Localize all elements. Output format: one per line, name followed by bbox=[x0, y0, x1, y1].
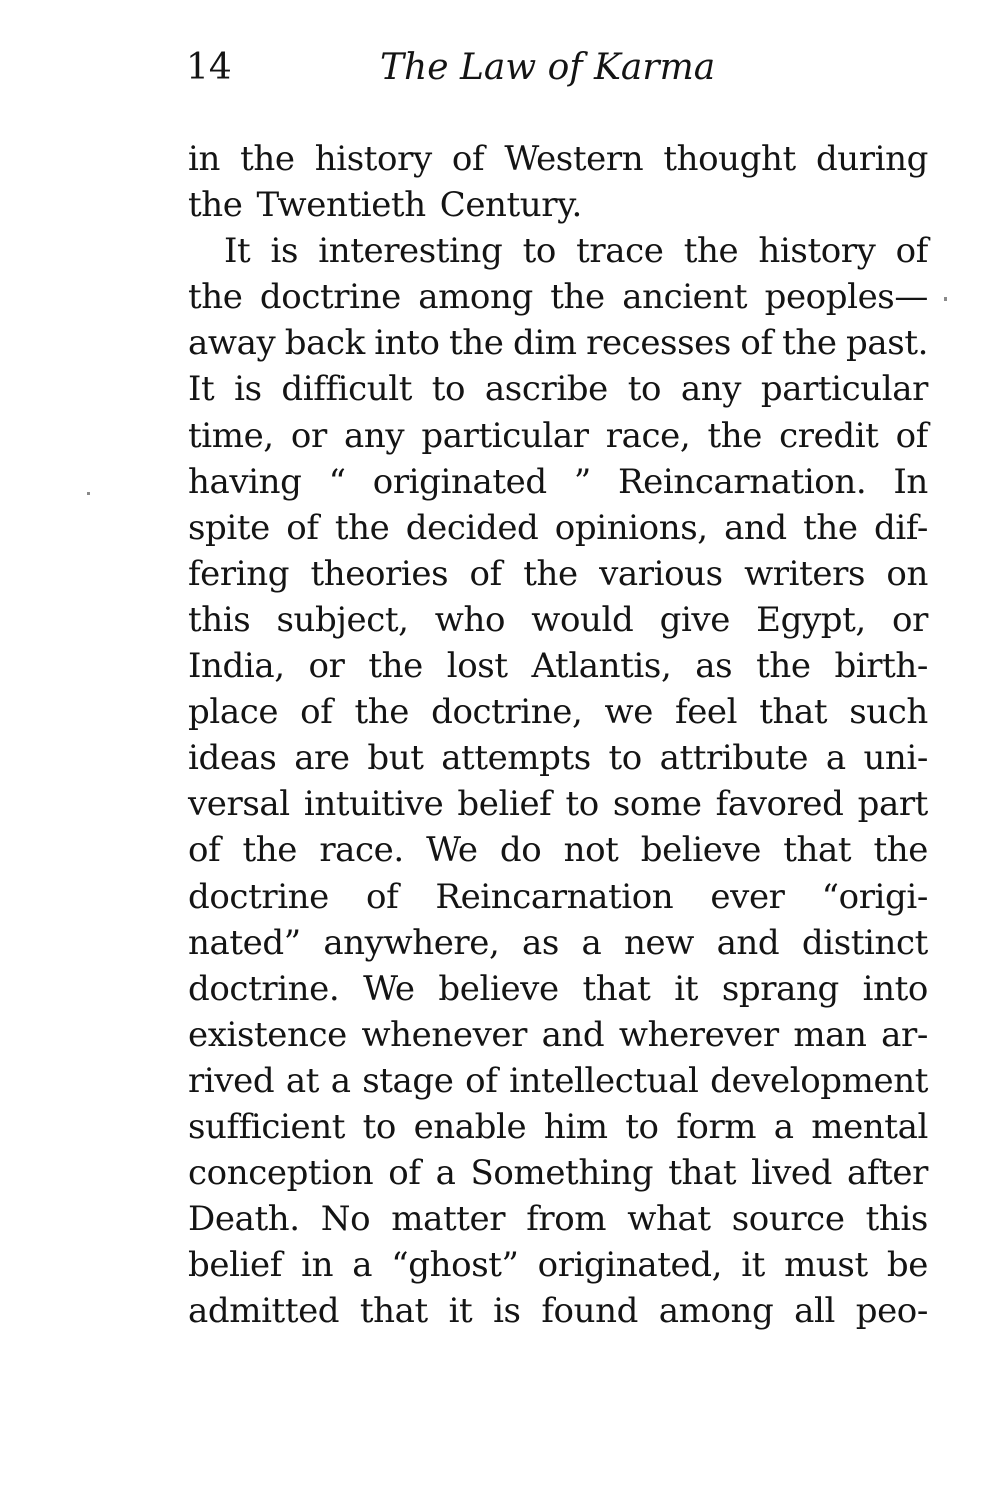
word: originated, bbox=[537, 1245, 723, 1286]
text-line bbox=[188, 505, 928, 551]
word: birth- bbox=[834, 646, 928, 687]
word: back bbox=[284, 323, 365, 364]
word: various bbox=[599, 553, 723, 594]
word: history bbox=[758, 231, 876, 272]
word: found bbox=[541, 1291, 638, 1332]
word: past. bbox=[846, 323, 928, 364]
word: in bbox=[301, 1245, 334, 1286]
word: rived bbox=[188, 1060, 275, 1101]
word: fering bbox=[188, 553, 290, 594]
word: among bbox=[658, 1291, 774, 1332]
word: this bbox=[188, 599, 251, 640]
word: to bbox=[608, 738, 642, 779]
word: the bbox=[354, 692, 410, 733]
word: any bbox=[680, 369, 742, 410]
word: place bbox=[188, 692, 279, 733]
word: after bbox=[847, 1153, 928, 1194]
word: a bbox=[330, 1060, 351, 1101]
word: matter bbox=[391, 1199, 506, 1240]
running-title: The Law of Karma bbox=[380, 47, 716, 88]
word: who bbox=[434, 599, 506, 640]
word: to bbox=[565, 784, 599, 825]
word: the bbox=[683, 231, 739, 272]
word: or bbox=[290, 415, 327, 456]
word: wherever bbox=[618, 1014, 779, 1055]
word: conception bbox=[188, 1153, 374, 1194]
word: or bbox=[892, 599, 928, 640]
word: ever bbox=[710, 876, 785, 917]
text-line bbox=[188, 228, 928, 274]
word: spite bbox=[188, 507, 270, 548]
text-line bbox=[188, 920, 928, 966]
word: it bbox=[448, 1291, 473, 1332]
word: uni- bbox=[863, 738, 928, 779]
word: anywhere, bbox=[323, 922, 500, 963]
word: the bbox=[707, 415, 762, 456]
word: Death. bbox=[188, 1199, 300, 1240]
word: that bbox=[582, 968, 651, 1009]
text-line bbox=[188, 1288, 928, 1334]
word: dim bbox=[512, 323, 577, 364]
word: “origi- bbox=[821, 876, 928, 917]
word: We bbox=[363, 968, 415, 1009]
word: doctrine. bbox=[188, 968, 340, 1009]
word: among bbox=[418, 277, 533, 318]
word: of bbox=[451, 139, 485, 179]
word: Egypt, bbox=[756, 599, 866, 640]
word: ancient bbox=[622, 277, 748, 318]
word: to bbox=[362, 1106, 396, 1147]
word: new bbox=[624, 922, 694, 963]
word: dif- bbox=[874, 507, 928, 548]
word: the bbox=[334, 507, 390, 548]
word: of bbox=[465, 1060, 498, 1101]
word: mental bbox=[811, 1106, 928, 1147]
word: on bbox=[886, 553, 928, 594]
word: is bbox=[270, 231, 299, 272]
word: existence bbox=[188, 1014, 347, 1055]
word: to bbox=[625, 1106, 659, 1147]
word: what bbox=[627, 1199, 711, 1240]
text-line bbox=[188, 874, 928, 920]
word: Reincarnation bbox=[435, 876, 674, 917]
word: attribute bbox=[659, 738, 809, 779]
word: sprang bbox=[721, 968, 839, 1009]
word: ascribe bbox=[484, 369, 608, 410]
word: opinions, bbox=[554, 507, 708, 548]
word: doctrine bbox=[188, 876, 329, 917]
word: peo- bbox=[855, 1291, 928, 1332]
word: source bbox=[731, 1199, 845, 1240]
word: as bbox=[695, 646, 733, 687]
text-line bbox=[188, 597, 928, 643]
word: him bbox=[543, 1106, 608, 1147]
word: In bbox=[893, 461, 928, 502]
word: but bbox=[367, 738, 424, 779]
word: intuitive bbox=[303, 784, 444, 825]
word: lived bbox=[751, 1153, 832, 1194]
word: the bbox=[550, 277, 605, 318]
word: the bbox=[756, 646, 811, 687]
word: as bbox=[522, 922, 559, 963]
word: Something bbox=[470, 1153, 654, 1194]
text-line bbox=[188, 366, 928, 412]
word: a bbox=[581, 922, 602, 963]
word: doctrine bbox=[259, 277, 401, 318]
word: attempts bbox=[441, 738, 591, 779]
word: “ bbox=[328, 461, 346, 502]
word: are bbox=[294, 738, 350, 779]
word: Reincarnation. bbox=[617, 461, 867, 502]
text-line bbox=[188, 1012, 928, 1058]
word: the bbox=[782, 323, 837, 364]
word: theories bbox=[310, 553, 449, 594]
text-line bbox=[188, 1196, 928, 1242]
word: be bbox=[886, 1245, 928, 1286]
word: of bbox=[740, 323, 773, 364]
word: into bbox=[862, 968, 928, 1009]
word: the bbox=[188, 185, 243, 226]
word: versal bbox=[188, 784, 290, 825]
word: sufficient bbox=[188, 1106, 345, 1147]
scan-speck bbox=[944, 297, 947, 301]
word: that bbox=[359, 1291, 428, 1332]
word: part bbox=[857, 784, 928, 825]
word: and bbox=[541, 1014, 605, 1055]
word: and bbox=[716, 922, 780, 963]
word: to bbox=[431, 369, 466, 410]
word: particular bbox=[421, 415, 589, 456]
word: to bbox=[627, 369, 662, 410]
word: give bbox=[659, 599, 730, 640]
text-line bbox=[188, 1058, 928, 1104]
word: It bbox=[224, 231, 251, 272]
word: a bbox=[352, 1245, 373, 1286]
word: belief bbox=[457, 784, 552, 825]
word: during bbox=[815, 139, 928, 179]
word: of bbox=[286, 507, 319, 548]
text-line bbox=[188, 1242, 928, 1288]
word: to bbox=[522, 231, 556, 272]
text-line bbox=[188, 136, 928, 182]
word: must bbox=[784, 1245, 868, 1286]
text-line bbox=[188, 966, 928, 1012]
word: of bbox=[366, 876, 399, 917]
word: ideas bbox=[188, 738, 277, 779]
scan-speck bbox=[87, 492, 90, 495]
word: the bbox=[368, 646, 423, 687]
word: away bbox=[188, 323, 276, 364]
word: lost bbox=[446, 646, 508, 687]
word: in bbox=[188, 139, 220, 179]
text-line bbox=[188, 320, 928, 366]
word: all bbox=[794, 1291, 835, 1332]
word: We bbox=[426, 830, 478, 871]
word: history bbox=[314, 139, 432, 179]
word: do bbox=[499, 830, 542, 871]
word: man bbox=[793, 1014, 867, 1055]
word: believe bbox=[438, 968, 559, 1009]
word: decided bbox=[405, 507, 539, 548]
word: trace bbox=[576, 231, 664, 272]
word: not bbox=[563, 830, 619, 871]
word: No bbox=[320, 1199, 371, 1240]
word: such bbox=[849, 692, 928, 733]
word: doctrine, bbox=[431, 692, 583, 733]
word: race, bbox=[605, 415, 691, 456]
word: a bbox=[773, 1106, 794, 1147]
word: whenever bbox=[361, 1014, 527, 1055]
word: the bbox=[242, 830, 298, 871]
word: it bbox=[674, 968, 698, 1009]
word: of bbox=[895, 231, 928, 272]
word: of bbox=[895, 415, 928, 456]
word: is bbox=[493, 1291, 521, 1332]
word: difficult bbox=[281, 369, 412, 410]
page-number: 14 bbox=[186, 47, 232, 88]
text-line bbox=[188, 781, 928, 827]
word: a bbox=[435, 1153, 456, 1194]
word: at bbox=[285, 1060, 320, 1101]
word: it bbox=[741, 1245, 765, 1286]
word: of bbox=[388, 1153, 421, 1194]
word: and bbox=[724, 507, 787, 548]
text-line bbox=[188, 735, 928, 781]
word: this bbox=[865, 1199, 928, 1240]
word: particular bbox=[760, 369, 928, 410]
word: subject, bbox=[276, 599, 409, 640]
word: is bbox=[234, 369, 262, 410]
word: writers bbox=[744, 553, 866, 594]
word: the bbox=[449, 323, 504, 364]
word: feel bbox=[675, 692, 738, 733]
word: of bbox=[469, 553, 502, 594]
word: favored bbox=[715, 784, 844, 825]
word: Twentieth bbox=[256, 185, 426, 226]
text-line bbox=[188, 1150, 928, 1196]
word: thought bbox=[663, 139, 796, 179]
word: of bbox=[300, 692, 333, 733]
text-line bbox=[188, 643, 928, 689]
word: belief bbox=[188, 1245, 282, 1286]
word: India, bbox=[188, 646, 285, 687]
word: time, bbox=[188, 415, 274, 456]
word: Century. bbox=[439, 185, 582, 226]
text-line bbox=[188, 182, 928, 228]
word: stage bbox=[362, 1060, 454, 1101]
word: having bbox=[188, 461, 302, 502]
word: that bbox=[759, 692, 828, 733]
word: believe bbox=[640, 830, 762, 871]
word: ar- bbox=[881, 1014, 928, 1055]
word: a bbox=[825, 738, 846, 779]
text-line bbox=[188, 1104, 928, 1150]
word: some bbox=[612, 784, 702, 825]
word: that bbox=[783, 830, 852, 871]
text-line bbox=[188, 827, 928, 873]
word: credit bbox=[779, 415, 879, 456]
word: into bbox=[374, 323, 440, 364]
word: admitted bbox=[188, 1291, 340, 1332]
body-text bbox=[188, 136, 928, 1334]
word: Atlantis, bbox=[531, 646, 672, 687]
word: the bbox=[873, 830, 928, 871]
word: recesses bbox=[586, 323, 731, 364]
word: Western bbox=[504, 139, 644, 179]
word: originated bbox=[372, 461, 547, 502]
word: any bbox=[344, 415, 405, 456]
word: the bbox=[803, 507, 858, 548]
text-line bbox=[188, 689, 928, 735]
word: we bbox=[604, 692, 653, 733]
text-line bbox=[188, 551, 928, 597]
word: the bbox=[240, 139, 295, 179]
text-line bbox=[188, 413, 928, 459]
word: or bbox=[308, 646, 345, 687]
word: from bbox=[526, 1199, 607, 1240]
word: intellectual bbox=[509, 1060, 699, 1101]
word: “ghost” bbox=[391, 1245, 519, 1286]
word: ” bbox=[573, 461, 591, 502]
text-line bbox=[188, 274, 928, 320]
word: peoples— bbox=[764, 277, 928, 318]
word: race. bbox=[319, 830, 404, 871]
word: distinct bbox=[801, 922, 928, 963]
word: form bbox=[676, 1106, 757, 1147]
word: the bbox=[188, 277, 243, 318]
word: would bbox=[531, 599, 634, 640]
word: interesting bbox=[318, 231, 503, 272]
word: that bbox=[668, 1153, 737, 1194]
text-line bbox=[188, 459, 928, 505]
word: enable bbox=[413, 1106, 527, 1147]
word: development bbox=[710, 1060, 928, 1101]
word: the bbox=[523, 553, 578, 594]
word: It bbox=[188, 369, 215, 410]
word: of bbox=[188, 830, 221, 871]
word: nated” bbox=[188, 922, 301, 963]
